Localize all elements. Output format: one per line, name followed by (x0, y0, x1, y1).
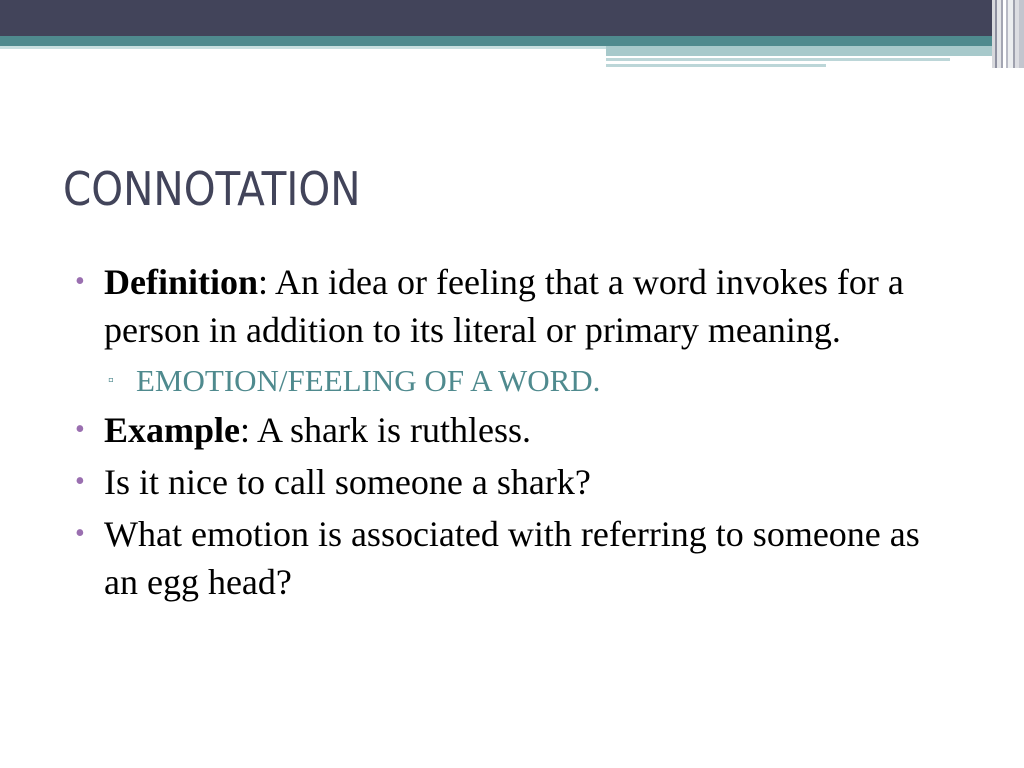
bullet-term: Example (104, 410, 241, 450)
header-rule (606, 58, 950, 61)
bullet-dot-icon: • (75, 266, 85, 297)
sub-bullet-text: EMOTION/FEELING OF A WORD. (136, 363, 601, 398)
header-rule (606, 64, 826, 67)
bullet-dot-icon: • (75, 466, 85, 497)
bullet-example (70, 406, 950, 454)
bullet-text: What emotion is associated with referring to someone as an egg head? (104, 514, 920, 602)
bullet-text: : An idea or feeling that a word invokes for a person in addition to its literal or primary meaning. (104, 262, 904, 350)
bullet-question-egghead (70, 510, 950, 606)
bullet-text: : A shark is ruthless. (240, 410, 532, 450)
header-stripes (992, 0, 1024, 68)
sub-bullet (70, 358, 950, 404)
bullet-dot-icon: • (75, 414, 85, 445)
header-band-light-right (606, 46, 1024, 56)
slide-title: CONNOTATION (63, 162, 361, 216)
header-band-light-left (0, 46, 606, 49)
slide-body (70, 258, 950, 610)
bullet-text: Is it nice to call someone a shark? (104, 462, 591, 502)
header-band-teal (0, 36, 1024, 46)
bullet-term: Definition (104, 262, 259, 302)
header-band-dark (0, 0, 1024, 36)
bullet-definition (70, 258, 950, 354)
bullet-dot-icon: • (75, 518, 85, 549)
square-bullet-icon: ▫ (108, 372, 114, 389)
bullet-question-shark (70, 458, 950, 506)
